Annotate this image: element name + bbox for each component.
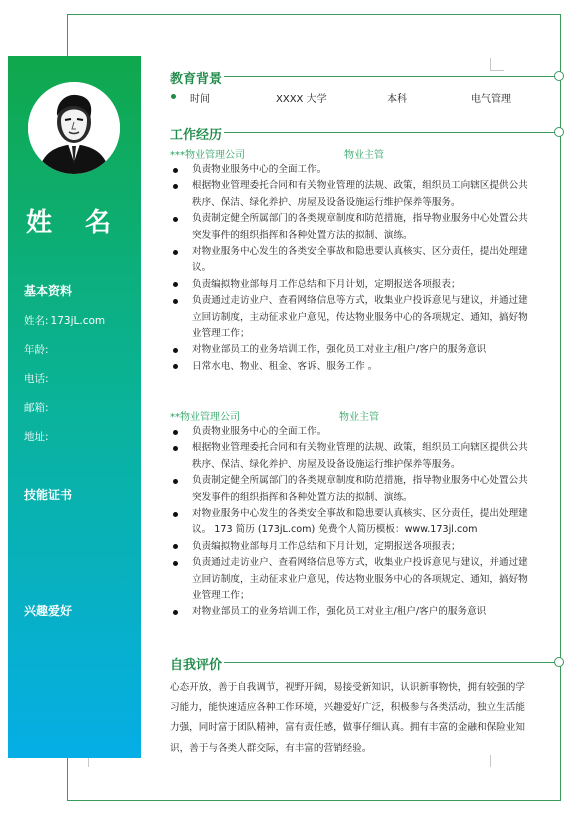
- list-item: 负责编拟物业部每月工作总结和下月计划，定期报送各项报表；: [170, 539, 532, 555]
- edu-time: 时间: [190, 94, 210, 105]
- certificates-title: 技能证书: [24, 488, 73, 502]
- crop-mark: [490, 58, 491, 70]
- job-1-position: 物业主管: [344, 150, 384, 161]
- crop-mark: [490, 70, 504, 71]
- hobbies-title: 兴趣爱好: [24, 604, 73, 618]
- info-email: 邮箱:: [24, 402, 49, 414]
- list-item: 负责物业服务中心的全面工作。: [170, 162, 532, 178]
- portrait-icon: [28, 82, 120, 174]
- sidebar: [8, 56, 141, 758]
- job-2-company: **物业管理公司: [170, 412, 240, 423]
- list-item: 对物业服务中心发生的各类安全事故和隐患要认真核实、区分责任，提出处理建议。 173 简历 (173jL.com) 免费个人简历模板：www.173jl.com: [170, 506, 532, 539]
- list-item: 根据物业管理委托合同和有关物业管理的法规、政策，组织员工向辖区提供公共秩序、保洁、绿化养护、房屋及设备设施运行维护保养等服务。: [170, 440, 532, 473]
- self-eval-text: 心态开放，善于自我调节，视野开阔，易接受新知识，认识新事物快，拥有较强的学习能力，能快速适应各种工作环境，兴趣爱好广泛，积极参与各类活动，独立生活能力强，同时富于团队精神，富有责任感，做事仔细认真。拥有丰富的金融和保险业知识，善于与各类人群交际，有丰富的营销经验。: [170, 682, 525, 754]
- info-name: 姓名: 173jL.com: [24, 315, 106, 327]
- list-item: 负责物业服务中心的全面工作。: [170, 424, 532, 440]
- info-age: 年龄:: [24, 344, 49, 356]
- list-item: 对物业部员工的业务培训工作，强化员工对业主/租户/客户的服务意识: [170, 604, 532, 620]
- heading-circle-icon: [554, 71, 564, 81]
- job-1-company: ***物业管理公司: [170, 150, 245, 161]
- list-item: 负责编拟物业部每月工作总结和下月计划，定期报送各项报表；: [170, 277, 532, 293]
- list-item: 日常水电、物业、租金、客诉、服务工作 。: [170, 359, 532, 375]
- work-heading: 工作经历: [170, 128, 223, 143]
- self-eval-heading-line: [224, 662, 555, 663]
- edu-school: XXXX 大学: [276, 94, 327, 105]
- list-item: 对物业服务中心发生的各类安全事故和隐患要认真核实、区分责任，提出处理建议。: [170, 244, 532, 277]
- job-2-position: 物业主管: [339, 412, 379, 423]
- education-heading-line: [224, 76, 555, 77]
- edu-major: 电气管理: [471, 94, 511, 105]
- education-heading: 教育背景: [170, 72, 223, 87]
- candidate-name: 姓 名: [25, 208, 124, 238]
- list-item: 负责通过走访业户、查看网络信息等方式，收集业户投诉意见与建议，并通过建立回访制度，主动征求业户意见，传达物业服务中心的各项规定、通知，搞好物业管理工作；: [170, 293, 532, 342]
- list-item: 负责通过走访业户、查看网络信息等方式，收集业户投诉意见与建议，并通过建立回访制度，主动征求业户意见，传达物业服务中心的各项规定、通知，搞好物业管理工作；: [170, 555, 532, 604]
- info-address: 地址:: [24, 431, 49, 443]
- list-item: 负责制定健全所属部门的各类规章制度和防范措施，指导物业服务中心处置公共突发事件的组织指挥和各种处置方法的拟制、演练。: [170, 211, 532, 244]
- work-heading-line: [224, 132, 555, 133]
- list-item: 对物业部员工的业务培训工作，强化员工对业主/租户/客户的服务意识: [170, 342, 532, 358]
- list-item: 根据物业管理委托合同和有关物业管理的法规、政策，组织员工向辖区提供公共秩序、保洁、绿化养护、房屋及设备设施运行维护保养等服务。: [170, 178, 532, 211]
- heading-circle-icon: [554, 127, 564, 137]
- avatar: [28, 82, 120, 174]
- basic-info-title: 基本资料: [24, 284, 73, 298]
- heading-circle-icon: [554, 657, 564, 667]
- self-eval-heading: 自我评价: [170, 658, 223, 673]
- edu-dot-icon: [171, 94, 176, 99]
- job-2-duties: [170, 424, 532, 621]
- edu-degree: 本科: [387, 94, 407, 105]
- list-item: 负责制定健全所属部门的各类规章制度和防范措施，指导物业服务中心处置公共突发事件的组织指挥和各种处置方法的拟制、演练。: [170, 473, 532, 506]
- job-1-duties: [170, 162, 532, 375]
- info-phone: 电话:: [24, 373, 49, 385]
